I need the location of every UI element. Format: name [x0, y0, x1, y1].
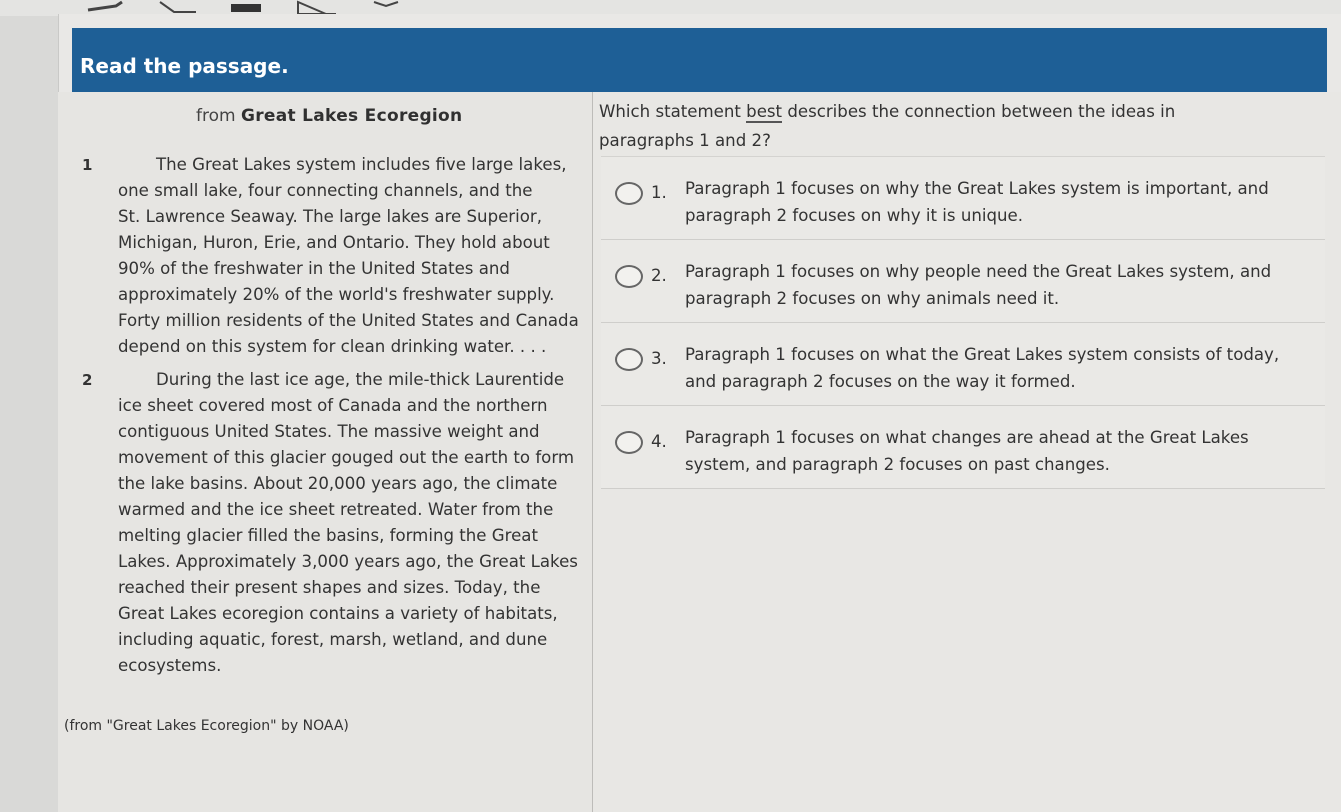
option-number: 3. [651, 349, 667, 368]
paragraph-number-2: 2 [82, 371, 93, 389]
paragraph-line: including aquatic, forest, marsh, wetland, and dune [118, 630, 548, 649]
radio-button-icon[interactable] [615, 431, 643, 454]
question-prompt [599, 97, 1239, 155]
paragraph-line: melting glacier filled the basins, forming the Great [118, 526, 538, 545]
option-number: 4. [651, 432, 667, 451]
notepad-icon[interactable] [372, 0, 402, 10]
paragraph-line: 90% of the freshwater in the United States and [118, 259, 510, 278]
paragraph-line: the lake basins. About 20,000 years ago, the climate [118, 474, 558, 493]
paragraph-line: contiguous United States. The massive weight and [118, 422, 540, 441]
eraser-icon[interactable] [296, 0, 340, 10]
question-panel [593, 92, 1341, 812]
option-text: Paragraph 1 focuses on why the Great Lakes system is important, and paragraph 2 focuses on why it is unique. [685, 179, 1269, 225]
radio-button-icon[interactable] [615, 348, 643, 371]
paragraph-line: ecosystems. [118, 656, 222, 675]
paragraph-1 [118, 152, 588, 360]
option-number: 2. [651, 266, 667, 285]
paragraph-line: warmed and the ice sheet retreated. Water from the [118, 500, 554, 519]
answer-option-1[interactable] [601, 157, 1325, 240]
answer-option-2[interactable] [601, 240, 1325, 323]
radio-button-icon[interactable] [615, 182, 643, 205]
paragraph-line: Forty million residents of the United States and Canada [118, 311, 579, 330]
line-reader-icon[interactable] [230, 0, 262, 10]
instruction-header [72, 28, 1327, 92]
paragraph-number-1: 1 [82, 156, 93, 174]
paragraph-line: Lakes. Approximately 3,000 years ago, the Great Lakes [118, 552, 578, 571]
passage-title-prefix: from [196, 106, 236, 126]
question-line-1: Which statement best describes the connection between the ideas in [599, 102, 1176, 121]
paragraph-line: During the last ice age, the mile-thick Laurentide [156, 370, 565, 389]
option-text: Paragraph 1 focuses on why people need the Great Lakes system, and paragraph 2 focuses on why animals need it. [685, 262, 1272, 308]
answer-options [601, 156, 1325, 489]
paragraph-line: Great Lakes ecoregion contains a variety of habitats, [118, 604, 558, 623]
paragraph-line: depend on this system for clean drinking water. . . . [118, 337, 547, 356]
question-line-2: paragraphs 1 and 2? [599, 131, 771, 150]
answer-option-3[interactable] [601, 323, 1325, 406]
radio-button-icon[interactable] [615, 265, 643, 288]
paragraph-line: movement of this glacier gouged out the earth to form [118, 448, 575, 467]
emphasis-best: best [746, 102, 783, 121]
highlighter-icon[interactable] [158, 0, 198, 10]
paragraph-line: reached their present shapes and sizes. Today, the [118, 578, 541, 597]
paragraph-line: St. Lawrence Seaway. The large lakes are Superior, [118, 207, 542, 226]
paragraph-line: approximately 20% of the world's freshwater supply. [118, 285, 555, 304]
option-text: Paragraph 1 focuses on what changes are ahead at the Great Lakes system, and paragraph 2 focuses on past changes. [685, 428, 1249, 474]
paragraph-line: ice sheet covered most of Canada and the northern [118, 396, 548, 415]
option-text: Paragraph 1 focuses on what the Great Lakes system consists of today, and paragraph 2 focuses on the way it formed. [685, 345, 1280, 391]
answer-option-4[interactable] [601, 406, 1325, 489]
passage-panel[interactable] [58, 92, 593, 812]
instruction-title: Read the passage. [80, 54, 289, 78]
paragraph-line: one small lake, four connecting channels, and the [118, 181, 533, 200]
passage-title [196, 106, 462, 126]
paragraph-line: The Great Lakes system includes five large lakes, [156, 155, 567, 174]
pen-tool-icon[interactable] [86, 0, 126, 10]
option-number: 1. [651, 183, 667, 202]
passage-citation: (from "Great Lakes Ecoregion" by NOAA) [64, 718, 349, 734]
passage-title-text: Great Lakes Ecoregion [240, 106, 463, 126]
paragraph-line: Michigan, Huron, Erie, and Ontario. They hold about [118, 233, 550, 252]
paragraph-2 [118, 367, 588, 679]
